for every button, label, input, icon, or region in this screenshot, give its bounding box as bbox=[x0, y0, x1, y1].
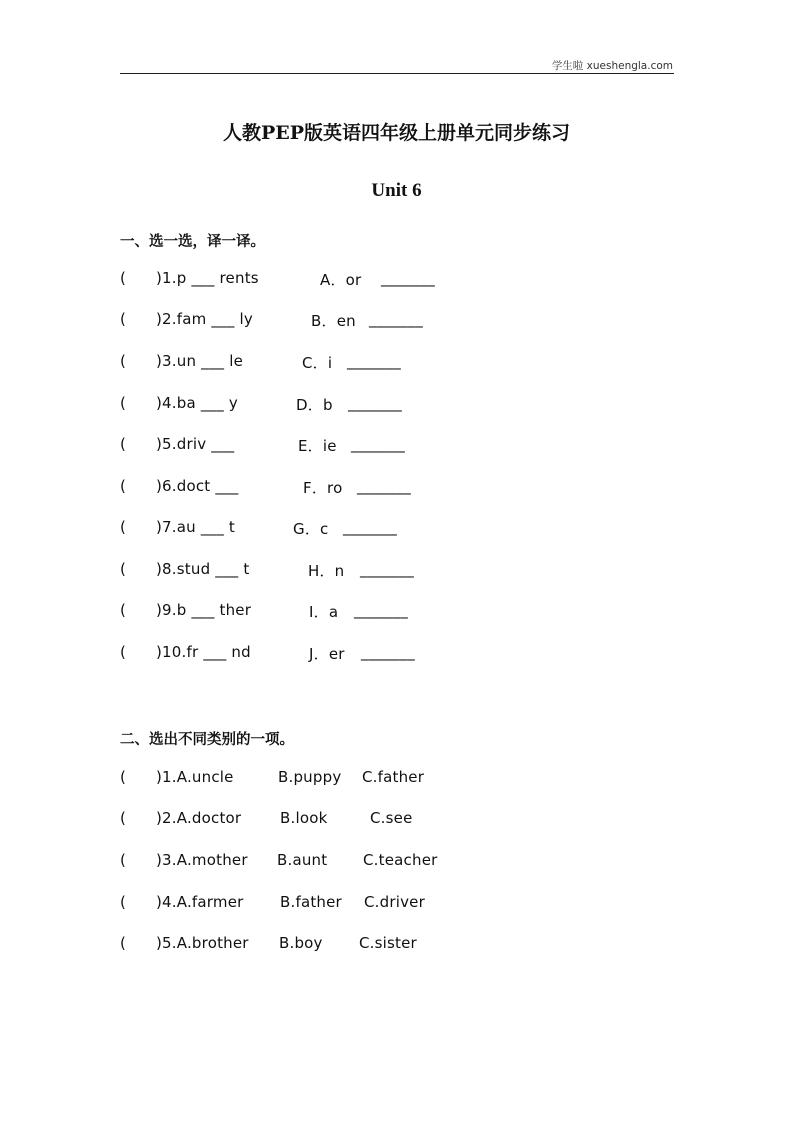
exercise-1-item bbox=[120, 643, 680, 665]
answer-paren: ( bbox=[120, 310, 127, 328]
option-c: C.father bbox=[362, 768, 425, 786]
exercise-1-item bbox=[120, 352, 680, 374]
answer-paren: ( bbox=[120, 809, 127, 827]
section-1-heading: 一、选一选，译一译。 bbox=[120, 234, 265, 250]
option-text: D．b bbox=[296, 396, 333, 414]
translation-blank: _______ bbox=[351, 435, 405, 453]
answer-paren: ( bbox=[120, 435, 127, 453]
exercise-1-item bbox=[120, 269, 680, 291]
option-text: J．er bbox=[309, 645, 345, 663]
unit-title: Unit 6 bbox=[371, 180, 422, 201]
translation-blank: _______ bbox=[343, 518, 397, 536]
answer-paren: ( bbox=[120, 893, 127, 911]
question-text: )8.stud ___ t bbox=[156, 560, 250, 578]
question-text: )2.fam ___ ly bbox=[156, 310, 253, 328]
answer-paren: ( bbox=[120, 477, 127, 495]
exercise-2-item bbox=[120, 768, 680, 790]
question-text: )5.driv ___ bbox=[156, 435, 235, 453]
question-text: )4.ba ___ y bbox=[156, 394, 238, 412]
option-b: B.boy bbox=[279, 934, 323, 952]
option-text: C．i bbox=[302, 354, 333, 372]
exercise-1-item bbox=[120, 435, 680, 457]
answer-paren: ( bbox=[120, 394, 127, 412]
answer-paren: ( bbox=[120, 851, 127, 869]
option-b: B.puppy bbox=[278, 768, 342, 786]
option-a: )4.A.farmer bbox=[156, 893, 244, 911]
exercise-2-item bbox=[120, 934, 680, 956]
exercise-1-item bbox=[120, 601, 680, 623]
document-title: 人教PEP版英语四年级上册单元同步练习 bbox=[222, 122, 571, 144]
option-a: )2.A.doctor bbox=[156, 809, 242, 827]
option-text: B．en bbox=[311, 312, 356, 330]
answer-paren: ( bbox=[120, 601, 127, 619]
option-text: H．n bbox=[308, 562, 345, 580]
answer-paren: ( bbox=[120, 768, 127, 786]
translation-blank: _______ bbox=[360, 560, 414, 578]
option-text: E．ie bbox=[298, 437, 337, 455]
option-c: C.driver bbox=[364, 893, 425, 911]
option-a: )1.A.uncle bbox=[156, 768, 234, 786]
exercise-1-item bbox=[120, 560, 680, 582]
exercise-2-item bbox=[120, 851, 680, 873]
question-text: )6.doct ___ bbox=[156, 477, 239, 495]
exercise-1-item bbox=[120, 518, 680, 540]
translation-blank: _______ bbox=[354, 601, 408, 619]
option-a: )5.A.brother bbox=[156, 934, 249, 952]
question-text: )10.fr ___ nd bbox=[156, 643, 251, 661]
translation-blank: _______ bbox=[381, 269, 435, 287]
question-text: )7.au ___ t bbox=[156, 518, 235, 536]
question-text: )3.un ___ le bbox=[156, 352, 244, 370]
option-text: I．a bbox=[309, 603, 339, 621]
answer-paren: ( bbox=[120, 643, 127, 661]
translation-blank: _______ bbox=[357, 477, 411, 495]
exercise-1-item bbox=[120, 394, 680, 416]
answer-paren: ( bbox=[120, 560, 127, 578]
answer-paren: ( bbox=[120, 352, 127, 370]
option-c: C.teacher bbox=[363, 851, 438, 869]
option-c: C.see bbox=[370, 809, 413, 827]
translation-blank: _______ bbox=[361, 643, 415, 661]
option-b: B.aunt bbox=[277, 851, 328, 869]
option-text: A．or bbox=[320, 271, 362, 289]
answer-paren: ( bbox=[120, 269, 127, 287]
option-text: F．ro bbox=[303, 479, 343, 497]
header-divider bbox=[120, 73, 674, 74]
exercise-1-item bbox=[120, 477, 680, 499]
translation-blank: _______ bbox=[348, 394, 402, 412]
section-2-heading: 二、选出不同类别的一项。 bbox=[120, 732, 294, 748]
option-c: C.sister bbox=[359, 934, 417, 952]
option-text: G．c bbox=[293, 520, 329, 538]
question-text: )1.p ___ rents bbox=[156, 269, 259, 287]
option-b: B.father bbox=[280, 893, 342, 911]
exercise-2-item bbox=[120, 893, 680, 915]
exercise-2-item bbox=[120, 809, 680, 831]
answer-paren: ( bbox=[120, 518, 127, 536]
option-a: )3.A.mother bbox=[156, 851, 248, 869]
site-brand: 学生啦 xueshengla.com bbox=[551, 60, 673, 72]
answer-paren: ( bbox=[120, 934, 127, 952]
translation-blank: _______ bbox=[347, 352, 401, 370]
option-b: B.look bbox=[280, 809, 328, 827]
translation-blank: _______ bbox=[369, 310, 423, 328]
exercise-1-item bbox=[120, 310, 680, 332]
question-text: )9.b ___ ther bbox=[156, 601, 252, 619]
